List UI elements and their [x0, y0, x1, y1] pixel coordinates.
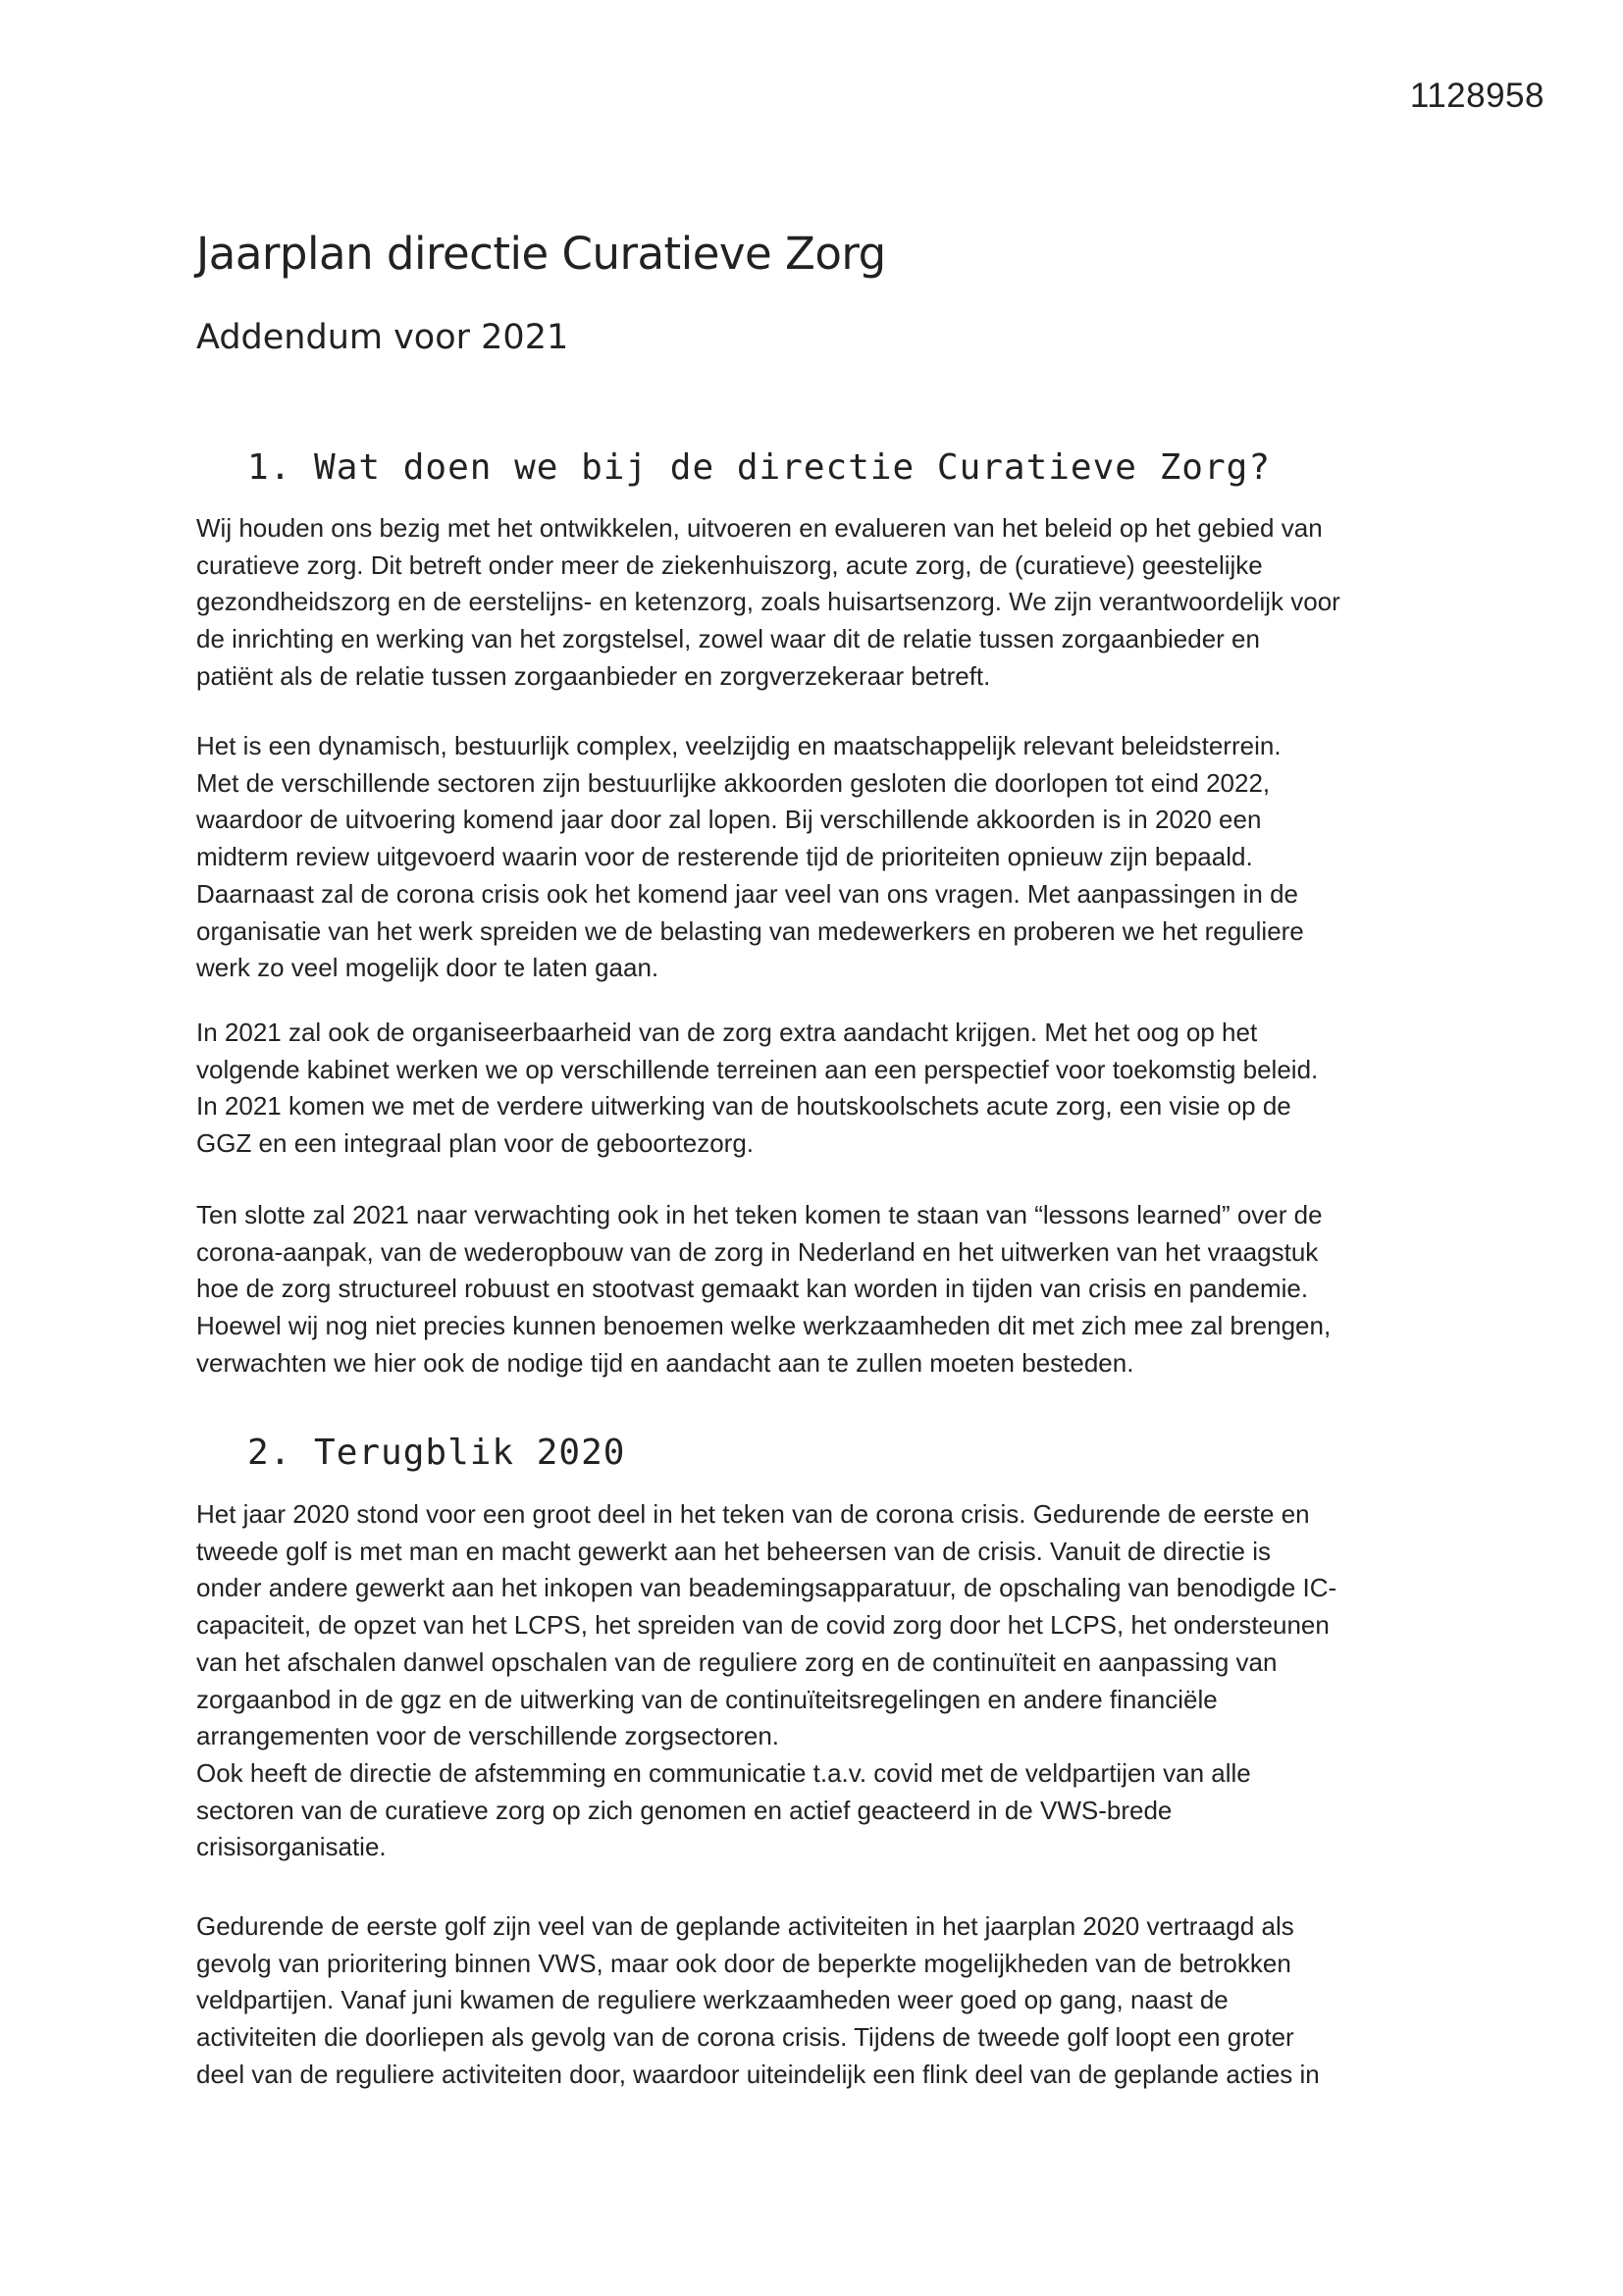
- text-line: gevolg van prioritering binnen VWS, maar ook door de beperkte mogelijkheden van de betrokken: [196, 1948, 1291, 1978]
- text-line: In 2021 komen we met de verdere uitwerking van de houtskoolschets acute zorg, een visie op de: [196, 1091, 1291, 1122]
- text-line: Met de verschillende sectoren zijn bestuurlijke akkoorden gesloten die doorlopen tot eind 2022,: [196, 767, 1271, 798]
- text-line: gezondheidszorg en de eerstelijns- en ketenzorg, zoals huisartsenzorg. We zijn verantwoordelijk voor: [196, 587, 1340, 617]
- text-line: arrangementen voor de verschillende zorgsectoren.: [196, 1721, 780, 1751]
- text-line: corona-aanpak, van de wederopbouw van de zorg in Nederland en het uitwerken van het vraagstuk: [196, 1236, 1319, 1267]
- text-line: organisatie van het werk spreiden we de belasting van medewerkers en proberen we het reguliere: [196, 915, 1304, 946]
- section-heading-1: 1. Wat doen we bij de directie Curatieve Zorg?: [247, 447, 1271, 488]
- text-line: Gedurende de eerste golf zijn veel van de geplande activiteiten in het jaarplan 2020 vertraagd als: [196, 1911, 1294, 1941]
- text-line: Wij houden ons bezig met het ontwikkelen, uitvoeren en evalueren van het beleid op het gebied van: [196, 513, 1323, 543]
- text-line: verwachten we hier ook de nodige tijd en aandacht aan te zullen moeten besteden.: [196, 1347, 1134, 1378]
- text-line: werk zo veel mogelijk door te laten gaan.: [196, 953, 659, 983]
- text-line: hoe de zorg structureel robuust en stootvast gemaakt kan worden in tijden van crisis en pandemie.: [196, 1274, 1309, 1304]
- text-line: veldpartijen. Vanaf juni kwamen de reguliere werkzaamheden weer goed op gang, naast de: [196, 1985, 1229, 2015]
- paragraph: [196, 1908, 1438, 2094]
- text-line: van het afschalen danwel opschalen van de reguliere zorg en de continuïteit en aanpassing van: [196, 1646, 1278, 1677]
- document-subtitle: Addendum voor 2021: [196, 318, 569, 357]
- text-line: zorgaanbod in de ggz en de uitwerking van de continuïteitsregelingen en andere financiële: [196, 1684, 1218, 1714]
- text-line: capaciteit, de opzet van het LCPS, het spreiden van de covid zorg door het LCPS, het ondersteunen: [196, 1610, 1330, 1641]
- text-line: waardoor de uitvoering komend jaar door zal lopen. Bij verschillende akkoorden is in 2020 een: [196, 805, 1262, 835]
- text-line: de inrichting en werking van het zorgstelsel, zowel waar dit de relatie tussen zorgaanbieder en: [196, 624, 1260, 654]
- paragraph: [196, 1496, 1438, 1866]
- document-title: Jaarplan directie Curatieve Zorg: [196, 228, 886, 280]
- text-line: Ook heeft de directie de afstemming en communicatie t.a.v. covid met de veldpartijen van alle: [196, 1757, 1251, 1788]
- text-line: crisisorganisatie.: [196, 1832, 387, 1862]
- text-line: sectoren van de curatieve zorg op zich genomen en actief geacteerd in de VWS-brede: [196, 1795, 1173, 1825]
- text-line: Het is een dynamisch, bestuurlijk complex, veelzijdig en maatschappelijk relevant beleidsterrein.: [196, 731, 1282, 760]
- text-line: tweede golf is met man en macht gewerkt aan het beheersen van de crisis. Vanuit de directie is: [196, 1536, 1271, 1566]
- text-line: deel van de reguliere activiteiten door, waardoor uiteindelijk een flink deel van de geplande acties in: [196, 2059, 1320, 2089]
- paragraph: [196, 1197, 1438, 1383]
- text-line: Daarnaast zal de corona crisis ook het komend jaar veel van ons vragen. Met aanpassingen in de: [196, 878, 1298, 909]
- section-heading-2: 2. Terugblik 2020: [247, 1433, 626, 1473]
- text-line: midterm review uitgevoerd waarin voor de resterende tijd de prioriteiten opnieuw zijn bepaald.: [196, 842, 1253, 872]
- text-line: Het jaar 2020 stond voor een groot deel in het teken van de corona crisis. Gedurende de eerste en: [196, 1499, 1310, 1529]
- text-line: In 2021 zal ook de organiseerbaarheid van de zorg extra aandacht krijgen. Met het oog op het: [196, 1018, 1258, 1047]
- text-line: curatieve zorg. Dit betreft onder meer de ziekenhuiszorg, acute zorg, de (curatieve) geestelijke: [196, 549, 1263, 580]
- text-line: Hoewel wij nog niet precies kunnen benoemen welke werkzaamheden dit met zich mee zal brengen,: [196, 1311, 1332, 1341]
- text-line: activiteiten die doorliepen als gevolg van de corona crisis. Tijdens de tweede golf loopt een groter: [196, 2022, 1294, 2053]
- paragraph: [196, 510, 1438, 696]
- paragraph: [196, 728, 1438, 987]
- text-line: patiënt als de relatie tussen zorgaanbieder en zorgverzekeraar betreft.: [196, 660, 991, 691]
- text-line: Ten slotte zal 2021 naar verwachting ook in het teken komen te staan van “lessons learned” over de: [196, 1200, 1323, 1229]
- text-line: onder andere gewerkt aan het inkopen van beademingsapparatuur, de opschaling van benodigde IC-: [196, 1573, 1337, 1603]
- paragraph: [196, 1015, 1438, 1163]
- text-line: GGZ en een integraal plan voor de geboortezorg.: [196, 1128, 755, 1159]
- text-line: volgende kabinet werken we op verschillende terreinen aan een perspectief voor toekomstig beleid.: [196, 1054, 1319, 1084]
- document-number: 1128958: [1409, 77, 1544, 115]
